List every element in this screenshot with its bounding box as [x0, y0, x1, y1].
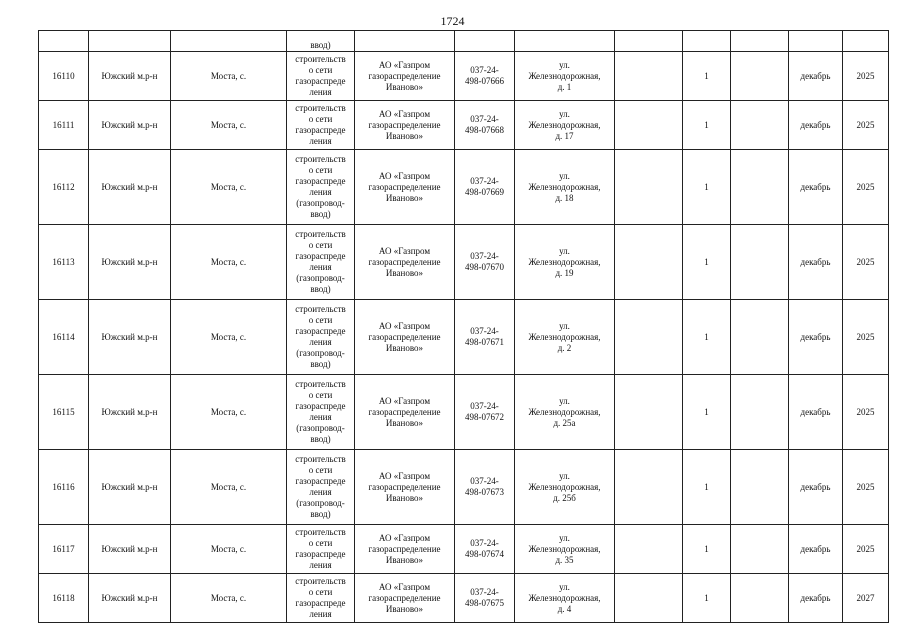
- cell-empty: [731, 574, 789, 623]
- cell-company: [355, 375, 455, 450]
- cell-year: 2025: [843, 375, 889, 450]
- table-row-partial: [39, 31, 889, 52]
- cell-empty: [731, 300, 789, 375]
- cell-month: декабрь: [789, 52, 843, 101]
- cell-company-line: газораспределение: [368, 543, 441, 554]
- cell-month: декабрь: [789, 101, 843, 150]
- table-row: [39, 574, 889, 623]
- cell-year: 2025: [843, 450, 889, 525]
- cell-empty: [731, 150, 789, 225]
- cell-address-line: д. 25б: [553, 492, 576, 503]
- cell-work-type-line: строительств: [295, 527, 346, 537]
- cell-company-line: Иваново»: [385, 81, 424, 92]
- cell-work-type: [287, 150, 355, 225]
- cell-company-line: газораспределение: [368, 331, 441, 342]
- cell-work-type-line: о сети: [308, 240, 333, 250]
- cell-company-line: АО «Газпром: [378, 581, 431, 592]
- cell-locality: Моста, с.: [171, 525, 287, 574]
- cell-work-type-line: (газопровод-: [296, 273, 345, 283]
- cell-locality: Моста, с.: [171, 375, 287, 450]
- cell-district: Южский м.р-н: [89, 150, 171, 225]
- cell-id: 16118: [39, 574, 89, 623]
- cell-work-type-line: строительств: [295, 576, 346, 586]
- table-row: [39, 450, 889, 525]
- cell-work-type-line: строительств: [295, 103, 346, 113]
- cell-code: [455, 375, 515, 450]
- cell-code-line: 037-24-: [470, 176, 499, 186]
- cell-address-line: ул.: [559, 532, 570, 543]
- cell-work-type: [287, 375, 355, 450]
- cell-qty: 1: [683, 101, 731, 150]
- cell-address: [515, 450, 615, 525]
- cell-district: Южский м.р-н: [89, 525, 171, 574]
- cell-address-line: Железнодорожная,: [528, 331, 601, 342]
- cell-address-line: Железнодорожная,: [528, 543, 601, 554]
- cell-company-line: газораспределение: [368, 119, 441, 130]
- cell-month: декабрь: [789, 225, 843, 300]
- cell-work-type-line: строительств: [295, 229, 346, 239]
- cell-empty: [89, 31, 171, 52]
- cell-address-line: д. 19: [555, 267, 574, 278]
- cell-work-type-line: ввод): [310, 434, 331, 444]
- cell-work-type-line: газораспреде: [295, 176, 346, 186]
- cell-year: 2027: [843, 574, 889, 623]
- cell-code: [455, 150, 515, 225]
- cell-qty: 1: [683, 52, 731, 101]
- cell-empty: [615, 150, 683, 225]
- cell-id: 16117: [39, 525, 89, 574]
- cell-locality: Моста, с.: [171, 52, 287, 101]
- cell-work-type-line: ления: [309, 487, 332, 497]
- cell-year: 2025: [843, 525, 889, 574]
- cell-locality: Моста, с.: [171, 450, 287, 525]
- cell-company-line: АО «Газпром: [378, 245, 431, 256]
- cell-work-type-line: о сети: [308, 465, 333, 475]
- cell-work-type-line: о сети: [308, 65, 333, 75]
- cell-company-line: газораспределение: [368, 481, 441, 492]
- cell-work-type-partial: ввод): [287, 31, 355, 52]
- cell-qty: 1: [683, 525, 731, 574]
- cell-month: декабрь: [789, 150, 843, 225]
- cell-work-type-line: строительств: [295, 154, 346, 164]
- cell-work-type-line: газораспреде: [295, 326, 346, 336]
- cell-code-line: 037-24-: [470, 326, 499, 336]
- cell-month: декабрь: [789, 450, 843, 525]
- cell-work-type-line: ления: [309, 609, 332, 619]
- cell-district: Южский м.р-н: [89, 450, 171, 525]
- cell-empty: [171, 31, 287, 52]
- cell-company-line: Иваново»: [385, 603, 424, 614]
- cell-company-line: АО «Газпром: [378, 395, 431, 406]
- cell-work-type-line: газораспреде: [295, 476, 346, 486]
- cell-qty: 1: [683, 150, 731, 225]
- cell-id: 16110: [39, 52, 89, 101]
- cell-address-line: ул.: [559, 170, 570, 181]
- cell-empty: [615, 31, 683, 52]
- cell-qty: 1: [683, 225, 731, 300]
- cell-qty: 1: [683, 574, 731, 623]
- cell-district: Южский м.р-н: [89, 225, 171, 300]
- cell-address: [515, 52, 615, 101]
- cell-empty: [731, 525, 789, 574]
- cell-company: [355, 101, 455, 150]
- cell-district: Южский м.р-н: [89, 101, 171, 150]
- cell-work-type: [287, 300, 355, 375]
- cell-code-line: 037-24-: [470, 65, 499, 75]
- cell-work-type: [287, 225, 355, 300]
- cell-address-line: д. 2: [557, 342, 572, 353]
- cell-code-line: 498-07674: [465, 549, 504, 559]
- cell-work-type-line: ления: [309, 337, 332, 347]
- cell-work-type-line: газораспреде: [295, 251, 346, 261]
- cell-work-type: [287, 574, 355, 623]
- cell-empty: [731, 52, 789, 101]
- cell-empty: [731, 450, 789, 525]
- cell-address-line: ул.: [559, 108, 570, 119]
- cell-code: [455, 525, 515, 574]
- cell-work-type-line: ввод): [310, 209, 331, 219]
- cell-work-type-line: о сети: [308, 538, 333, 548]
- cell-company-line: Иваново»: [385, 554, 424, 565]
- cell-company: [355, 525, 455, 574]
- cell-locality: Моста, с.: [171, 574, 287, 623]
- cell-qty: 1: [683, 300, 731, 375]
- cell-empty: [789, 31, 843, 52]
- cell-code-line: 037-24-: [470, 587, 499, 597]
- cell-address-line: Железнодорожная,: [528, 481, 601, 492]
- cell-address-line: Железнодорожная,: [528, 70, 601, 81]
- cell-company-line: АО «Газпром: [378, 320, 431, 331]
- cell-locality: Моста, с.: [171, 300, 287, 375]
- cell-year: 2025: [843, 150, 889, 225]
- cell-empty: [615, 375, 683, 450]
- cell-company: [355, 225, 455, 300]
- cell-month: декабрь: [789, 525, 843, 574]
- cell-company-line: Иваново»: [385, 267, 424, 278]
- cell-empty: [615, 225, 683, 300]
- cell-empty: [731, 375, 789, 450]
- cell-code-line: 498-07672: [465, 412, 504, 422]
- cell-work-type-line: ввод): [310, 284, 331, 294]
- cell-work-type-line: строительств: [295, 379, 346, 389]
- cell-id: 16112: [39, 150, 89, 225]
- cell-code-line: 498-07666: [465, 76, 504, 86]
- cell-company-line: Иваново»: [385, 342, 424, 353]
- cell-code-line: 037-24-: [470, 114, 499, 124]
- cell-address: [515, 225, 615, 300]
- cell-district: Южский м.р-н: [89, 300, 171, 375]
- cell-company: [355, 574, 455, 623]
- cell-address-line: д. 35: [555, 554, 574, 565]
- cell-address-line: ул.: [559, 320, 570, 331]
- cell-empty: [615, 574, 683, 623]
- cell-empty: [515, 31, 615, 52]
- cell-qty: 1: [683, 450, 731, 525]
- cell-work-type-line: строительств: [295, 54, 346, 64]
- cell-company-line: Иваново»: [385, 492, 424, 503]
- cell-empty: [615, 450, 683, 525]
- cell-company-line: газораспределение: [368, 181, 441, 192]
- cell-code-line: 498-07673: [465, 487, 504, 497]
- cell-address-line: ул.: [559, 59, 570, 70]
- table-body: [39, 31, 889, 623]
- cell-address: [515, 525, 615, 574]
- cell-id: 16115: [39, 375, 89, 450]
- cell-work-type-line: ления: [309, 87, 332, 97]
- cell-work-type-line: газораспреде: [295, 76, 346, 86]
- cell-work-type-line: ввод): [310, 509, 331, 519]
- cell-work-type-line: о сети: [308, 114, 333, 124]
- cell-work-type-line: (газопровод-: [296, 423, 345, 433]
- cell-work-type: [287, 450, 355, 525]
- cell-id: 16114: [39, 300, 89, 375]
- cell-code-line: 037-24-: [470, 476, 499, 486]
- cell-address-line: ул.: [559, 581, 570, 592]
- cell-address-line: д. 25а: [553, 417, 576, 428]
- table-row: [39, 150, 889, 225]
- cell-year: 2025: [843, 52, 889, 101]
- cell-company-line: газораспределение: [368, 70, 441, 81]
- cell-company-line: АО «Газпром: [378, 470, 431, 481]
- cell-id: 16116: [39, 450, 89, 525]
- cell-company-line: газораспределение: [368, 406, 441, 417]
- cell-address: [515, 574, 615, 623]
- cell-work-type-line: строительств: [295, 304, 346, 314]
- cell-code-line: 498-07670: [465, 262, 504, 272]
- cell-company-line: АО «Газпром: [378, 59, 431, 70]
- cell-month: декабрь: [789, 300, 843, 375]
- cell-empty: [615, 101, 683, 150]
- table-row: [39, 52, 889, 101]
- cell-address-line: Железнодорожная,: [528, 592, 601, 603]
- cell-address: [515, 150, 615, 225]
- cell-company-line: АО «Газпром: [378, 108, 431, 119]
- cell-district: Южский м.р-н: [89, 574, 171, 623]
- cell-work-type-line: ления: [309, 136, 332, 146]
- table-row: [39, 525, 889, 574]
- cell-address: [515, 375, 615, 450]
- cell-work-type-line: (газопровод-: [296, 348, 345, 358]
- cell-district: Южский м.р-н: [89, 375, 171, 450]
- cell-code-line: 498-07671: [465, 337, 504, 347]
- cell-id: 16113: [39, 225, 89, 300]
- cell-empty: [731, 101, 789, 150]
- cell-code: [455, 574, 515, 623]
- cell-work-type-line: газораспреде: [295, 401, 346, 411]
- table-row: [39, 225, 889, 300]
- table-row: [39, 300, 889, 375]
- cell-empty: [843, 31, 889, 52]
- cell-code-line: 498-07669: [465, 187, 504, 197]
- cell-id: 16111: [39, 101, 89, 150]
- cell-work-type-line: ления: [309, 412, 332, 422]
- cell-work-type: [287, 101, 355, 150]
- cell-address-line: д. 17: [555, 130, 574, 141]
- cell-work-type-line: о сети: [308, 587, 333, 597]
- cell-address-line: д. 4: [557, 603, 572, 614]
- cell-address-line: ул.: [559, 470, 570, 481]
- cell-locality: Моста, с.: [171, 101, 287, 150]
- cell-work-type-line: ления: [309, 560, 332, 570]
- cell-empty: [615, 300, 683, 375]
- cell-work-type-line: строительств: [295, 454, 346, 464]
- cell-work-type-line: о сети: [308, 390, 333, 400]
- cell-year: 2025: [843, 300, 889, 375]
- cell-year: 2025: [843, 225, 889, 300]
- cell-code: [455, 101, 515, 150]
- cell-month: декабрь: [789, 375, 843, 450]
- cell-address-line: ул.: [559, 395, 570, 406]
- cell-month: декабрь: [789, 574, 843, 623]
- cell-code-line: 037-24-: [470, 401, 499, 411]
- cell-work-type-line: ввод): [310, 359, 331, 369]
- cell-company-line: газораспределение: [368, 256, 441, 267]
- cell-work-type-line: газораспреде: [295, 125, 346, 135]
- cell-address-line: Железнодорожная,: [528, 181, 601, 192]
- cell-work-type: [287, 52, 355, 101]
- cell-empty: [615, 52, 683, 101]
- cell-address: [515, 101, 615, 150]
- records-table: [38, 30, 889, 623]
- cell-district: Южский м.р-н: [89, 52, 171, 101]
- table-row: [39, 101, 889, 150]
- cell-address-line: Железнодорожная,: [528, 119, 601, 130]
- cell-work-type-line: газораспреде: [295, 598, 346, 608]
- cell-work-type-line: (газопровод-: [296, 198, 345, 208]
- cell-empty: [731, 225, 789, 300]
- cell-work-type: [287, 525, 355, 574]
- cell-company: [355, 300, 455, 375]
- cell-code-line: 498-07675: [465, 598, 504, 608]
- cell-address-line: д. 18: [555, 192, 574, 203]
- cell-company-line: АО «Газпром: [378, 532, 431, 543]
- cell-company-line: газораспределение: [368, 592, 441, 603]
- cell-code: [455, 300, 515, 375]
- cell-address-line: Железнодорожная,: [528, 406, 601, 417]
- cell-company: [355, 450, 455, 525]
- cell-work-type-line: ления: [309, 262, 332, 272]
- cell-code: [455, 225, 515, 300]
- cell-address: [515, 300, 615, 375]
- cell-empty: [731, 31, 789, 52]
- cell-empty: [355, 31, 455, 52]
- cell-code-line: 498-07668: [465, 125, 504, 135]
- cell-code-line: 037-24-: [470, 538, 499, 548]
- cell-code: [455, 450, 515, 525]
- cell-address-line: д. 1: [557, 81, 572, 92]
- cell-empty: [39, 31, 89, 52]
- cell-empty: [615, 525, 683, 574]
- cell-work-type-line: ления: [309, 187, 332, 197]
- cell-work-type-line: о сети: [308, 165, 333, 175]
- cell-company: [355, 52, 455, 101]
- page-number: 1724: [440, 14, 465, 28]
- cell-empty: [455, 31, 515, 52]
- cell-address-line: Железнодорожная,: [528, 256, 601, 267]
- cell-year: 2025: [843, 101, 889, 150]
- cell-qty: 1: [683, 375, 731, 450]
- cell-work-type-line: газораспреде: [295, 549, 346, 559]
- cell-company: [355, 150, 455, 225]
- cell-empty: [683, 31, 731, 52]
- cell-company-line: Иваново»: [385, 417, 424, 428]
- cell-locality: Моста, с.: [171, 150, 287, 225]
- cell-address-line: ул.: [559, 245, 570, 256]
- cell-company-line: Иваново»: [385, 192, 424, 203]
- cell-locality: Моста, с.: [171, 225, 287, 300]
- cell-company-line: АО «Газпром: [378, 170, 431, 181]
- cell-code-line: 037-24-: [470, 251, 499, 261]
- table-row: [39, 375, 889, 450]
- cell-work-type-line: о сети: [308, 315, 333, 325]
- cell-code: [455, 52, 515, 101]
- cell-company-line: Иваново»: [385, 130, 424, 141]
- cell-work-type-line: (газопровод-: [296, 498, 345, 508]
